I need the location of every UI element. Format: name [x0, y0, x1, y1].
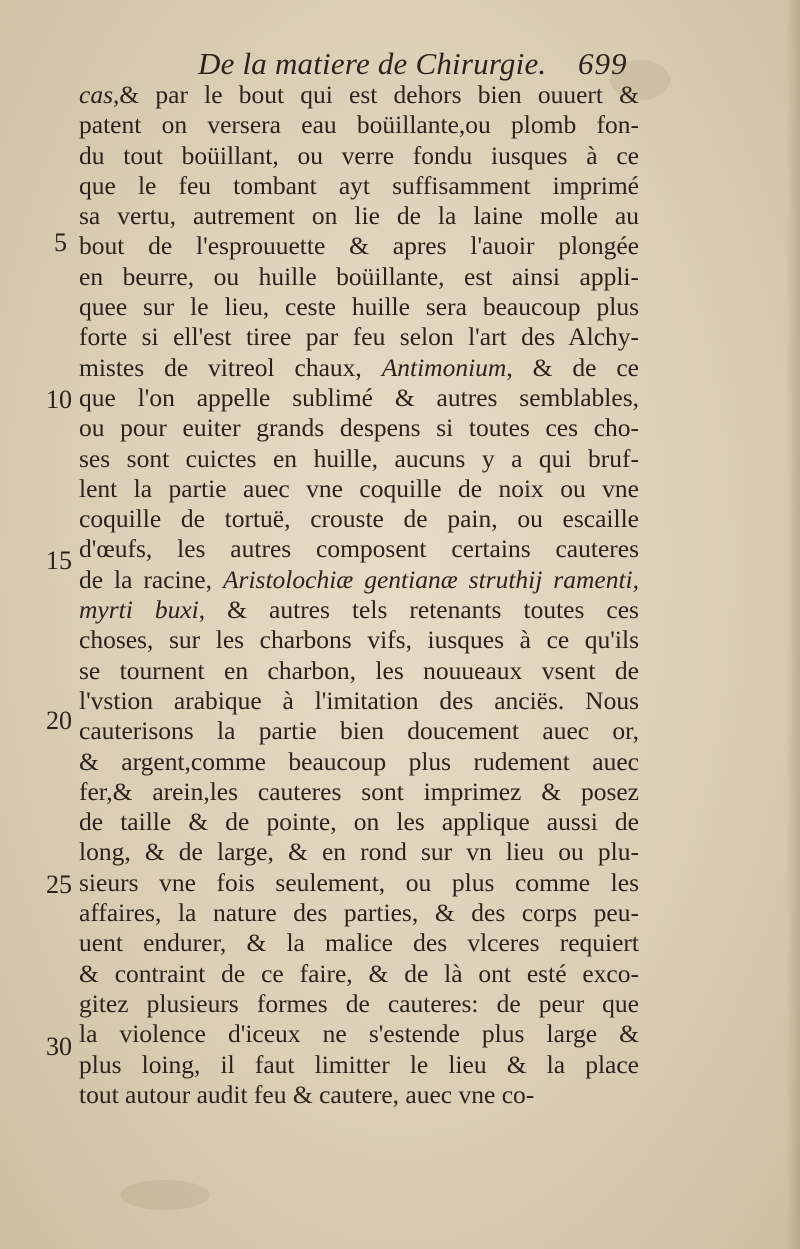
text-segment: ,& par le bout qui est dehors bien ouuert & — [113, 80, 639, 109]
text-line — [79, 262, 639, 292]
text-line-content — [79, 231, 639, 261]
text-line — [79, 534, 639, 564]
text-line-content — [79, 1080, 639, 1110]
italic-text-segment: cas — [79, 80, 113, 109]
text-segment: gitez plusieurs formes de cauteres: de peur que — [79, 988, 639, 1018]
line-number-20: 20 — [46, 706, 72, 735]
text-line — [79, 1019, 639, 1049]
text-segment: cauterisons la partie bien doucement auec or, — [79, 716, 639, 746]
text-line-content — [79, 959, 639, 989]
text-segment: tout autour audit feu & cautere, auec vne co- — [79, 1079, 535, 1109]
text-line-content — [79, 141, 639, 171]
text-segment: en beurre, ou huille boüillante, est ainsi appli- — [79, 261, 639, 291]
text-line-content — [79, 201, 639, 231]
text-segment: sieurs vne fois seulement, ou plus comme les — [79, 867, 639, 897]
text-line — [79, 777, 639, 807]
text-line — [79, 201, 639, 231]
text-line-content — [79, 777, 639, 807]
text-line — [79, 444, 639, 474]
text-segment: l'vstion arabique à l'imitation des anciës. Nous — [79, 685, 639, 715]
text-segment: se tournent en charbon, les nouueaux vsent de — [79, 655, 639, 685]
line-number-5: 5 — [54, 228, 67, 257]
text-line-content — [79, 262, 639, 292]
text-segment: fer,& arein,les cauteres sont imprimez & posez — [79, 776, 639, 806]
text-segment: que le feu tombant ayt suffisamment imprimé — [79, 170, 639, 200]
margin-line-numbers — [0, 0, 80, 1249]
text-line-content — [79, 807, 639, 837]
text-segment: du tout boüillant, ou verre fondu iusques à ce — [79, 140, 639, 170]
text-segment: quee sur le lieu, ceste huille sera beaucoup plus — [79, 292, 639, 322]
text-line — [79, 989, 639, 1019]
text-segment: plus loing, il faut limitter le lieu & la place — [79, 1049, 639, 1079]
italic-text-segment: Aristolochiæ gentianæ struthij ramenti, — [222, 564, 639, 594]
text-line — [79, 595, 639, 625]
text-line — [79, 565, 639, 595]
text-line-content — [79, 747, 639, 777]
text-segment: forte si ell'est tiree par feu selon l'art des Alchy- — [79, 322, 639, 352]
text-line — [79, 837, 639, 867]
text-line-content — [79, 413, 639, 443]
text-line-content — [79, 171, 639, 201]
text-segment: affaires, la nature des parties, & des corps peu- — [79, 898, 639, 928]
text-segment: ses sont cuictes en huille, aucuns y a qui bruf- — [79, 443, 639, 473]
text-segment: lent la partie auec vne coquille de noix ou vne — [79, 473, 639, 503]
text-segment: de la racine, — [79, 564, 223, 594]
italic-text-segment: Antimonium — [381, 352, 507, 382]
text-line-content — [79, 110, 639, 140]
text-segment: patent on versera eau boüillante,ou plomb fon- — [79, 110, 639, 140]
text-line — [79, 141, 639, 171]
text-line-content — [79, 504, 639, 534]
text-line — [79, 171, 639, 201]
text-line-content — [79, 534, 639, 564]
text-segment: coquille de tortuë, crouste de pain, ou escaille — [79, 504, 639, 534]
text-line — [79, 625, 639, 655]
italic-text-segment: myrti buxi — [79, 595, 199, 625]
text-line-content — [79, 686, 639, 716]
text-line — [79, 110, 639, 140]
text-line — [79, 898, 639, 928]
text-segment: d'œufs, les autres composent certains cauteres — [79, 534, 639, 564]
text-line — [79, 474, 639, 504]
text-line-content — [79, 928, 639, 958]
text-segment: & contraint de ce faire, & de là ont esté exco- — [79, 958, 639, 988]
text-segment: uent endurer, & la malice des vlceres requiert — [79, 928, 639, 958]
text-line — [79, 383, 639, 413]
text-line — [79, 504, 639, 534]
text-line-content — [79, 383, 639, 413]
text-line — [79, 292, 639, 322]
text-line-content — [79, 565, 639, 595]
text-line — [79, 807, 639, 837]
text-line-content — [79, 1050, 639, 1080]
text-segment: de taille & de pointe, on les applique aussi de — [79, 807, 639, 837]
text-line-content — [79, 898, 639, 928]
text-line-content — [79, 989, 639, 1019]
text-segment: bout de l'esprouuette & apres l'auoir plongée — [79, 231, 639, 261]
body-text — [79, 80, 639, 1110]
page-edge-shadow — [786, 0, 800, 1249]
line-number-15: 15 — [46, 546, 72, 575]
text-line — [79, 656, 639, 686]
text-segment: , & autres tels retenants toutes ces — [198, 595, 639, 625]
text-line — [79, 322, 639, 352]
text-line-content — [79, 716, 639, 746]
line-number-10: 10 — [46, 385, 72, 414]
text-segment: , & de ce — [506, 352, 639, 382]
text-line-content — [79, 625, 639, 655]
text-line — [79, 959, 639, 989]
text-line-content — [79, 1019, 639, 1049]
running-head: De la matiere de Chirurgie. — [198, 46, 547, 81]
text-line — [79, 413, 639, 443]
text-line — [79, 80, 639, 110]
text-line-content — [79, 837, 639, 867]
text-line-content — [79, 444, 639, 474]
text-segment: & argent,comme beaucoup plus rudement auec — [79, 746, 639, 776]
text-line — [79, 231, 639, 261]
text-line — [79, 928, 639, 958]
text-line-content — [79, 292, 639, 322]
text-line — [79, 747, 639, 777]
text-segment: sa vertu, autrement on lie de la laine molle au — [79, 201, 639, 231]
text-segment: choses, sur les charbons vifs, iusques à ce qu'ils — [79, 625, 639, 655]
line-number-30: 30 — [46, 1032, 72, 1061]
text-segment: long, & de large, & en rond sur vn lieu ou plu- — [79, 837, 639, 867]
text-line — [79, 868, 639, 898]
text-line-content — [79, 474, 639, 504]
text-line-content — [79, 595, 639, 625]
text-line — [79, 1050, 639, 1080]
text-line — [79, 353, 639, 383]
text-line-content — [79, 656, 639, 686]
text-line — [79, 716, 639, 746]
page-number: 699 — [578, 46, 628, 81]
text-segment: mistes de vitreol chaux, — [79, 352, 382, 382]
text-line-content — [79, 80, 639, 110]
text-line-content — [79, 322, 639, 352]
text-segment: la violence d'iceux ne s'estende plus large & — [79, 1019, 639, 1049]
line-number-25: 25 — [46, 870, 72, 899]
text-segment: ou pour euiter grands despens si toutes ces cho- — [79, 413, 639, 443]
text-line — [79, 1080, 639, 1110]
text-line-content — [79, 868, 639, 898]
text-segment: que l'on appelle sublimé & autres semblables, — [79, 382, 639, 412]
text-line-content — [79, 353, 639, 383]
text-line — [79, 686, 639, 716]
paper-stain — [120, 1180, 210, 1210]
